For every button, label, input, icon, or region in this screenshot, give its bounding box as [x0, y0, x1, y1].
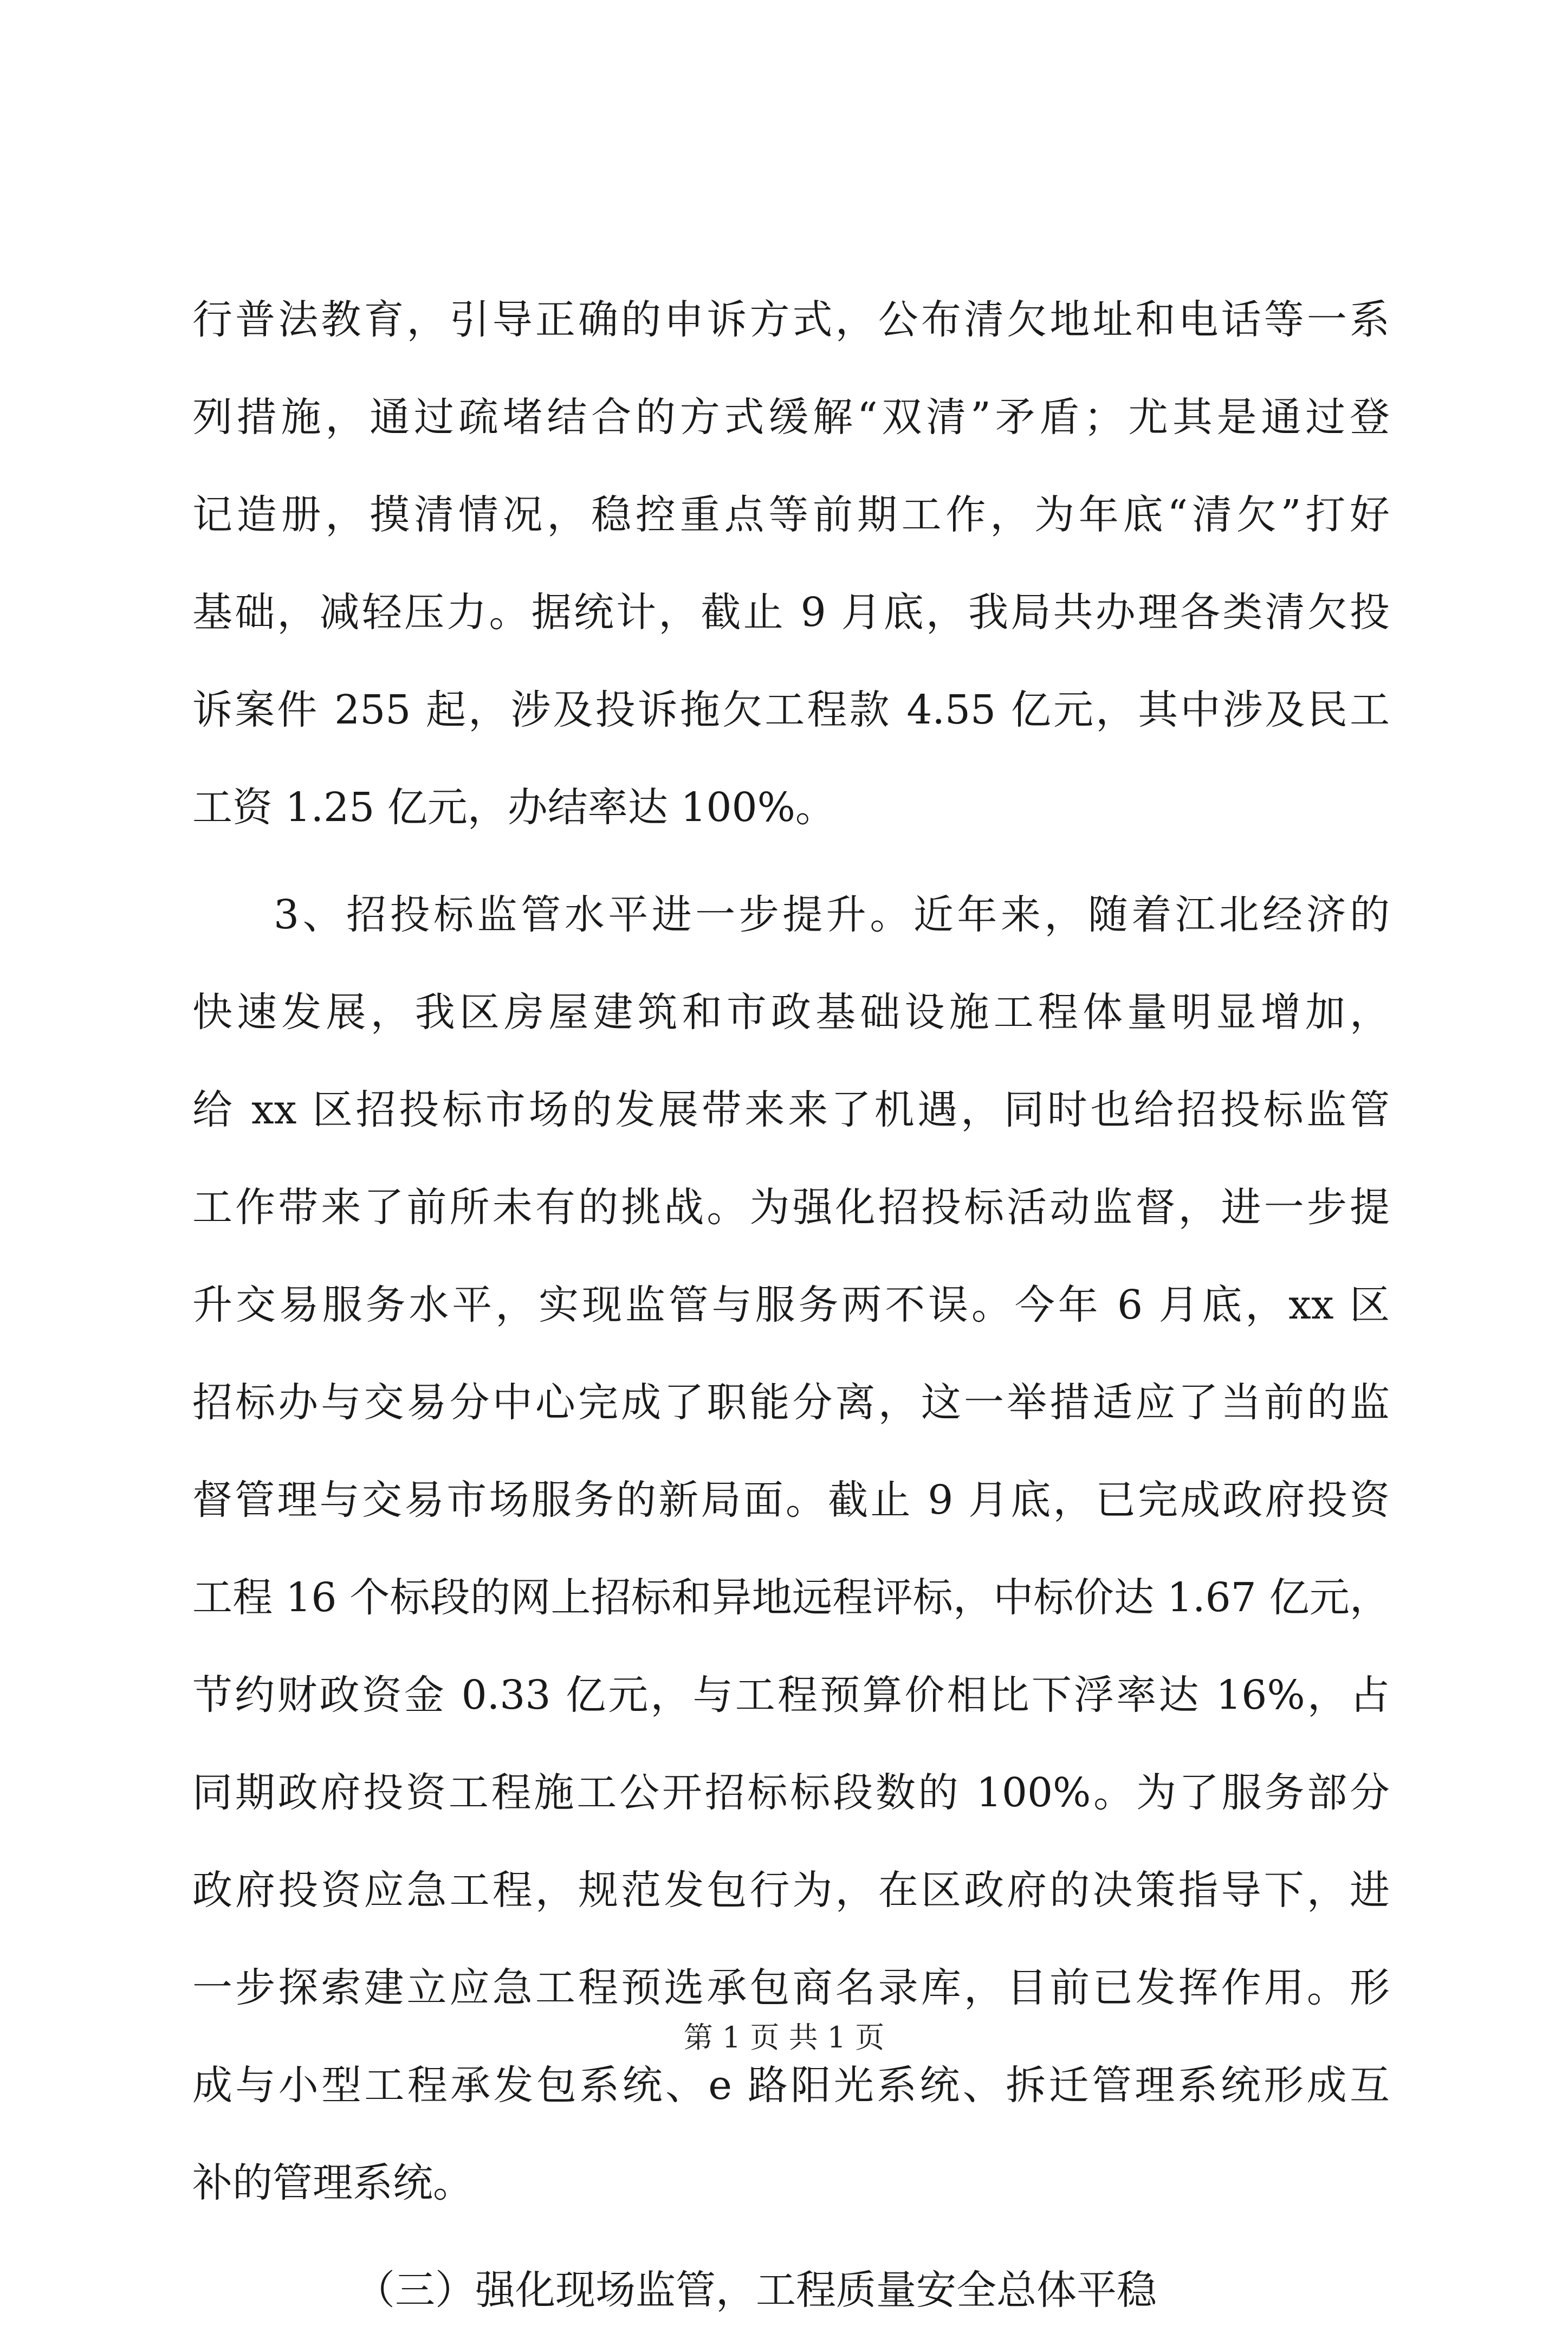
paragraph-line: 给 xx 区招投标市场的发展带来来了机遇，同时也给招投标监管 [192, 1087, 1390, 1133]
paragraph-line: 工资 1.25 亿元，办结率达 100%。 [192, 784, 835, 831]
paragraph-line: 列措施，通过疏堵结合的方式缓解“双清”矛盾；尤其是通过登 [192, 394, 1390, 441]
paragraph-line: 成与小型工程承发包系统、e 路阳光系统、拆迁管理系统形成互 [192, 2062, 1390, 2109]
paragraph-line: 基础，减轻压力。据统计，截止 9 月底，我局共办理各类清欠投 [192, 589, 1390, 636]
paragraph-line: 一步探索建立应急工程预选承包商名录库，目前已发挥作用。形 [192, 1965, 1390, 2011]
paragraph-line: 督管理与交易市场服务的新局面。截止 9 月底，已完成政府投资 [192, 1477, 1390, 1523]
paragraph-line: 同期政府投资工程施工公开招标标段数的 100%。为了服务部分 [192, 1769, 1390, 1816]
paragraph-line: 工作带来了前所未有的挑战。为强化招投标活动监督，进一步提 [192, 1184, 1390, 1231]
paragraph-line: 升交易服务水平，实现监管与服务两不误。今年 6 月底，xx 区 [192, 1282, 1390, 1328]
paragraph-gap [192, 2232, 1390, 2241]
paragraph-line: 行普法教育，引导正确的申诉方式，公布清欠地址和电话等一系 [192, 296, 1390, 343]
paragraph-line: 招标办与交易分中心完成了职能分离，这一举措适应了当前的监 [192, 1379, 1390, 1426]
paragraph-line: 诉案件 255 起，涉及投诉拖欠工程款 4.55 亿元，其中涉及民工 [192, 687, 1390, 733]
paragraph-line: 3、招投标监管水平进一步提升。近年来，随着江北经济的 [274, 891, 1390, 938]
paragraph-line: 记造册，摸清情况，稳控重点等前期工作，为年底“清欠”打好 [192, 492, 1390, 538]
paragraph-line: 政府投资应急工程，规范发包行为，在区政府的决策指导下，进 [192, 1867, 1390, 1914]
paragraph-line: 工程 16 个标段的网上招标和异地远程评标，中标价达 1.67 亿元， [192, 1574, 1390, 1621]
page-footer: 第 1 页 共 1 页 [683, 2020, 885, 2054]
paragraph-line: 节约财政资金 0.33 亿元，与工程预算价相比下浮率达 16%，占 [192, 1672, 1390, 1718]
paragraph-line: 快速发展，我区房屋建筑和市政基础设施工程体量明显增加， [192, 989, 1390, 1036]
paragraph-line: 补的管理系统。 [192, 2160, 473, 2206]
paragraph-gap [192, 856, 1390, 866]
section-heading: （三）强化现场监管，工程质量安全总体平稳 [355, 2267, 1157, 2314]
